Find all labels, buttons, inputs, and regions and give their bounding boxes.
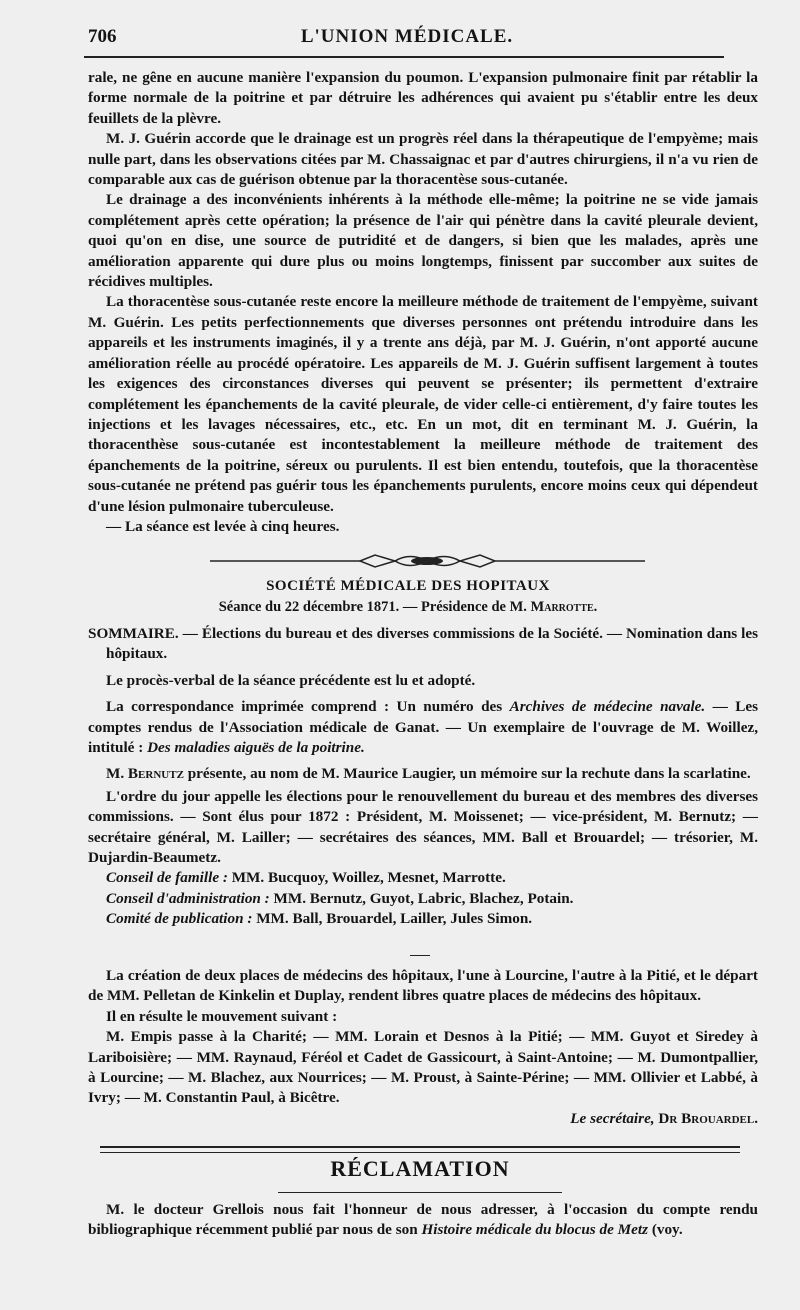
paragraph: rale, ne gêne en aucune manière l'expansion du poumon. L'expansion pulmonaire finit par rétablir la forme normale de la poitrine et par détruire les adhérences qui avaient pu s'établir entre les deux feuillets de la plèvre. [88, 69, 758, 127]
double-rule [100, 1146, 740, 1153]
seance-body [88, 624, 758, 930]
signature-role: Le secrétaire, [570, 1109, 655, 1127]
sommaire [88, 624, 758, 665]
bernutz-paragraph: M. Bernutz présente, au nom de M. Maurice Laugier, un mémoire sur la rechute dans la scarlatine. [106, 765, 751, 783]
signature-name: Dr Brouardel. [658, 1109, 758, 1127]
short-rule [410, 955, 430, 956]
page-number: 706 [88, 26, 117, 47]
ordre-du-jour: L'ordre du jour appelle les élections pour le renouvellement du bureau et des membres des diverses commissions. — Sont élus pour 1872 : Président, M. Moissenet; — vice-président, M. Bernutz; — secrétaire général, M. Lailler; — secrétaires des séances, MM. Ball et Brouardel; — trésorier, M. Dujardin-Beaumetz. [88, 787, 758, 867]
header-rule [84, 56, 724, 58]
book-title: Histoire médicale du blocus de Metz [421, 1221, 649, 1239]
reclamation-body [88, 1200, 758, 1241]
commission-publication: Comité de publication : MM. Ball, Brouardel, Lailler, Jules Simon. [106, 910, 533, 928]
seance-line [88, 599, 728, 616]
seance-closing: — La séance est levée à cinq heures. [106, 517, 340, 535]
signature [88, 1109, 758, 1129]
president-name: Marrotte. [530, 599, 598, 615]
ouvrage-title: Des maladies aiguës de la poitrine. [147, 739, 365, 757]
bernutz-name: M. Bernutz [106, 765, 184, 783]
running-title: L'UNION MÉDICALE. [300, 26, 514, 47]
sommaire-text: — Élections du bureau et des diverses commissions de la Société. — Nomination dans les hôpitaux. [106, 625, 759, 663]
archives-title: Archives de médecine navale. [509, 698, 706, 716]
commission-administration: Conseil d'administration : MM. Bernutz, Guyot, Labric, Blachez, Potain. [106, 889, 574, 907]
paragraph: La création de deux places de médecins des hôpitaux, l'une à Lourcine, l'autre à la Pitié, et le départ de MM. Pelletan de Kinkelin et Duplay, rendent libres quatre places de médecins des hôpitaux. [88, 967, 758, 1005]
page-header [88, 24, 726, 54]
guerin-discussion [88, 68, 758, 537]
sommaire-label: SOMMAIRE. [88, 625, 179, 642]
ornament-divider [210, 550, 645, 572]
paragraph: Le drainage a des inconvénients inhérents à la méthode elle-même; la poitrine ne se vide jamais complétement après cette opération; la présence de l'air qui pénètre dans la cavité pleurale devient, quoi qu'on en dise, une source de putridité et de dangers, si bien que les malades, après une amélioration apparente qui dure plus ou moins longtemps, finissent par succomber aux suites de récidives multiples. [88, 191, 758, 291]
reclamation-title: RÉCLAMATION [330, 1156, 510, 1181]
societe-title: SOCIÉTÉ MÉDICALE DES HOPITAUX [266, 578, 550, 594]
seance-date: Séance du 22 décembre 1871. — Présidence de M. [218, 599, 527, 615]
paragraph: M. J. Guérin accorde que le drainage est un progrès réel dans la thérapeutique de l'empyème; mais nulle part, dans les observations citées par M. Chassaignac et par d'autres chirurgiens, il n'a vu rien de comparable aux cas de guérison obtenue par la thoracentèse sous-cutanée. [88, 130, 758, 189]
paragraph: M. Empis passe à la Charité; — MM. Lorain et Desnos à la Pitié; — MM. Guyot et Siredey à Lariboisière; — MM. Raynaud, Féréol et Cadet de Gassicourt, à Saint-Antoine; — M. Dumontpallier, à Lourcine; — M. Blachez, aux Nourrices; — M. Proust, à Sainte-Périne; — MM. Ollivier et Labbé, à Ivry; — M. Constantin Paul, à Bicêtre. [88, 1028, 758, 1107]
correspondance: La correspondance imprimée comprend : Un numéro des Archives de médecine navale. — Les comptes rendus de l'Association médicale de Ganat. — Un exemplaire de l'ouvrage de M. Woillez, intitulé : Des maladies aiguës de la poitrine. [88, 698, 759, 757]
nominations-body [88, 966, 758, 1129]
paragraph: Il en résulte le mouvement suivant : [106, 1007, 338, 1025]
reclamation-underline [278, 1192, 562, 1193]
proces-verbal: Le procès-verbal de la séance précédente est lu et adopté. [106, 671, 476, 689]
paragraph: La thoracentèse sous-cutanée reste encore la meilleure méthode de traitement de l'empyème, suivant M. Guérin. Les petits perfectionnements que diverses personnes ont prétendu introduire dans les appareils et les instruments imaginés, il y a trente ans déjà, par M. J. Guérin, n'ont apporté aucune amélioration réelle au procédé opératoire. Les appareils de M. J. Guérin suffisent largement à toutes les exigences des circonstances diverses qui peuvent se présenter; ils permettent d'extraire complétement les épanchements de la cavité pleurale, de vider celle-ci entièrement, d'y faire toutes les injections et les lavages nécessaires, etc., etc. En un mot, dit en terminant M. J. Guérin, la thoracenthèse sous-cutanée est incontestablement la meilleure méthode de traitement des épanchements de la poitrine, séreux ou purulents. Il est bien entendu, toutefois, que la thoracentèse sous-cutanée ne prétend pas guérir tous les épanchements purulents, encore moins ceux qui dépendeut d'une lésion pulmonaire tuberculeuse. [88, 293, 758, 515]
reclamation-text: M. le docteur Grellois nous fait l'honneur de nous adresser, à l'occasion du compte rendu bibliographique récemment publié par nous de son Histoire médicale du blocus de Metz (voy. [88, 1201, 758, 1239]
commission-famille: Conseil de famille : MM. Bucquoy, Woillez, Mesnet, Marrotte. [106, 869, 506, 887]
